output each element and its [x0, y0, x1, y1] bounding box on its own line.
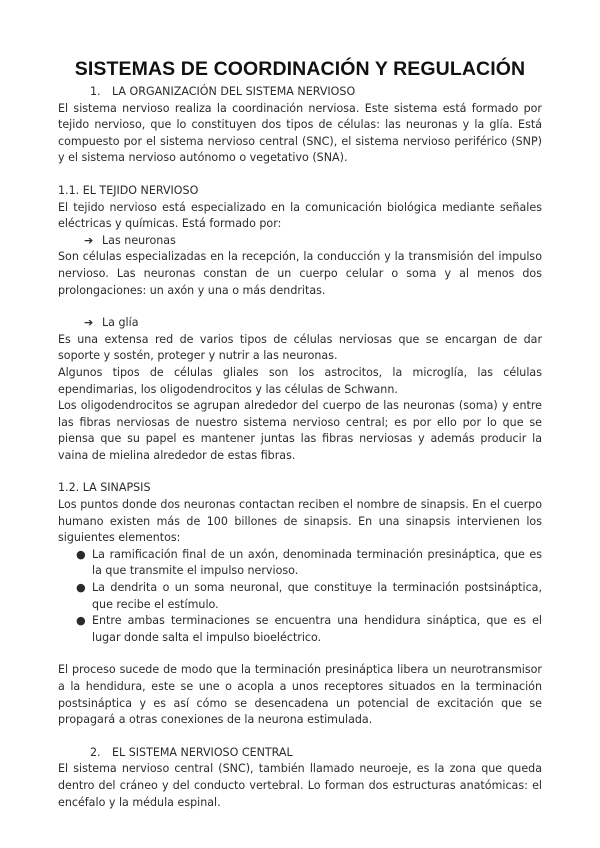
section-2-heading — [58, 745, 542, 762]
glia-item — [58, 315, 542, 332]
neuronas-label: Las neuronas — [102, 233, 176, 247]
list-item: ● La ramificación final de un axón, denominada terminación presináptica, que es la que transmite el impulso nervioso. — [76, 547, 542, 578]
section-1-2-heading: 1.2. LA SINAPSIS — [58, 481, 151, 495]
section-2-paragraph: El sistema nervioso central (SNC), también llamado neuroeje, es la zona que queda dentro del cráneo y del conducto vertebral. Lo forman dos estructuras anatómicas: el encéfalo y la médula espinal. — [58, 762, 542, 809]
bullet-icon: ● — [76, 614, 86, 628]
section-2-title: EL SISTEMA NERVIOSO CENTRAL — [112, 745, 293, 759]
section-1-heading — [58, 84, 542, 101]
list-item: ● Entre ambas terminaciones se encuentra una hendidura sináptica, que es el lugar donde salta el impulso bioeléctrico. — [76, 614, 542, 644]
bullet-icon: ● — [76, 547, 86, 561]
glia-paragraph-3: Los oligodendrocitos se agrupan alrededor del cuerpo de las neuronas (soma) y entre las fibras nerviosas de nuestro sistema nervioso central; es por ello por lo que se piensa que su papel es mantener juntas las fibras nerviosas y además producir la vaina de mielina alrededor de estas fibras. — [58, 399, 542, 462]
glia-paragraph-2: Algunos tipos de células gliales son los astrocitos, la microglía, las células ependimarias, los oligodendrocitos y las células de Schwann. — [58, 365, 542, 396]
section-1-title: LA ORGANIZACIÓN DEL SISTEMA NERVIOSO — [112, 85, 356, 98]
glia-paragraph-1: Es una extensa red de varios tipos de células nerviosas que se encargan de dar soporte y sostén, proteger y nutrir a las neuronas. — [58, 332, 542, 363]
sinapsis-elements-list — [58, 547, 542, 647]
section-1-1-heading: 1.1. EL TEJIDO NERVIOSO — [58, 183, 199, 197]
section-1-2-intro: Los puntos donde dos neuronas contactan reciben el nombre de sinapsis. En el cuerpo humano existen más de 100 billones de sinapsis. En una sinapsis intervienen los siguientes elementos: — [58, 498, 542, 545]
section-1-paragraph: El sistema nervioso realiza la coordinación nerviosa. Este sistema está formado por tejido nervioso, que lo constituyen dos tipos de células: las neuronas y la glía. Está compuesto por el sistema nervioso central (SNC), el sistema nervioso periférico (SNP) y el sistema nervioso autónomo o vegetativo (SNA). — [58, 101, 542, 165]
neuronas-item — [58, 233, 542, 250]
bullet-icon: ● — [76, 581, 86, 595]
section-1-2-closing: El proceso sucede de modo que la terminación presináptica libera un neurotransmisor a la hendidura, este se une o acopla a unos receptores situados en la terminación postsináptica y es así cómo se desencadena un potencial de excitación que se propagará a otras conexiones de la neurona estimulada. — [58, 663, 542, 727]
section-1-1-intro: El tejido nervioso está especializado en la comunicación biológica mediante señales eléctricas y químicas. Está formado por: — [58, 200, 542, 231]
glia-label: La glía — [102, 316, 139, 330]
section-2-number: 2. — [90, 745, 101, 759]
list-item: ● La dendrita o un soma neuronal, que constituye la terminación postsináptica, que recibe el estímulo. — [76, 581, 542, 611]
section-1-number: 1. — [90, 85, 101, 98]
arrow-icon: ➔ — [84, 233, 94, 247]
neuronas-paragraph: Son células especializadas en la recepción, la conducción y la transmisión del impulso nervioso. Las neuronas constan de un cuerpo celular o soma y al menos dos prolongaciones: un axón y una o más dendritas. — [58, 250, 542, 297]
arrow-icon: ➔ — [84, 316, 94, 330]
document-title: SISTEMAS DE COORDINACIÓN Y REGULACIÓN — [74, 58, 526, 80]
